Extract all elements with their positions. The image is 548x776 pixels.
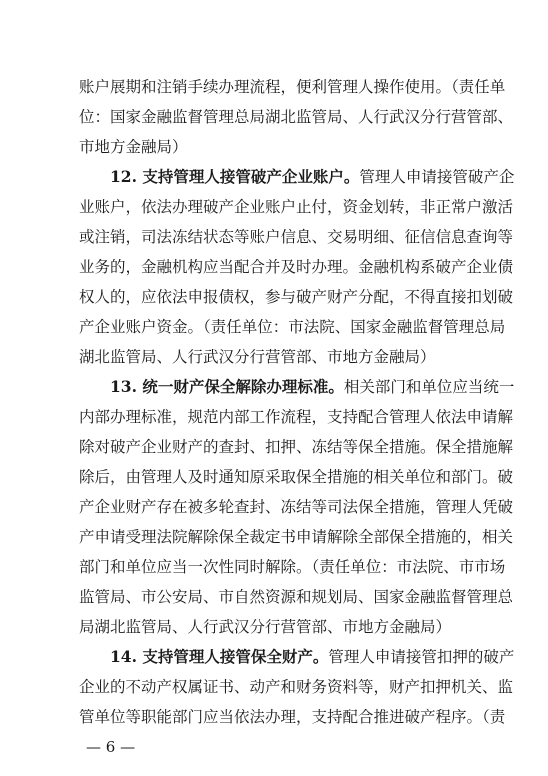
text-line: 企业的不动产权属证书、动产和财务资料等，财产扣押机关、监 [79, 678, 514, 696]
text-line: 相关部门和单位应当统一 [343, 378, 515, 396]
text-line: 业账户，依法办理破产企业账户止付，资金划转，非正常户激活 [79, 198, 514, 216]
text-line: 部门和单位应当一次性同时解除。（责任单位：市法院、市市场 [79, 558, 506, 576]
text-line: 内部办理标准，规范内部工作流程，支持配合管理人依法申请解 [79, 408, 514, 426]
text-line: 局湖北监管局、人行武汉分行营管部、市地方金融局） [79, 618, 452, 636]
section-heading: 14. 支持管理人接管保全财产。 [110, 647, 329, 666]
text-line: 除对破产企业财产的查封、扣押、冻结等保全措施。保全措施解 [79, 438, 514, 456]
text-line: 管理人申请接管扣押的破产 [328, 648, 515, 666]
text-line: 湖北监管局、人行武汉分行营管部、市地方金融局） [79, 348, 436, 366]
text-line: 位：国家金融监督管理总局湖北监管局、人行武汉分行营管部、 [79, 108, 514, 126]
text-line: 账户展期和注销手续办理流程，便利管理人操作使用。（责任单 [79, 78, 506, 96]
section-heading: 13. 统一财产保全解除办理标准。 [110, 377, 344, 396]
text-line: 除后，由管理人及时通知原采取保全措施的相关单位和部门。破 [79, 468, 514, 486]
text-line: 管理人申请接管破产企 [359, 168, 515, 186]
text-line: 产申请受理法院解除保全裁定书申请解除全部保全措施的，相关 [79, 528, 514, 546]
page-number: — 6 — [86, 738, 136, 756]
text-line: 市地方金融局） [79, 138, 188, 156]
text-line: 产企业财产存在被多轮查封、冻结等司法保全措施，管理人凭破 [79, 498, 514, 516]
text-line: 管单位等职能部门应当依法办理，支持配合推进破产程序。（责 [79, 708, 506, 726]
section-heading: 12. 支持管理人接管破产企业账户。 [110, 167, 360, 186]
text-line: 产企业账户资金。（责任单位：市法院、国家金融监督管理总局 [79, 318, 506, 336]
text-line: 或注销，司法冻结状态等账户信息、交易明细、征信信息查询等 [79, 228, 514, 246]
text-line: 监管局、市公安局、市自然资源和规划局、国家金融监督管理总 [79, 588, 514, 606]
text-line: 业务的，金融机构应当配合并及时办理。金融机构系破产企业债 [79, 258, 514, 276]
text-line: 权人的，应依法申报债权，参与破产财产分配，不得直接扣划破 [79, 288, 514, 306]
